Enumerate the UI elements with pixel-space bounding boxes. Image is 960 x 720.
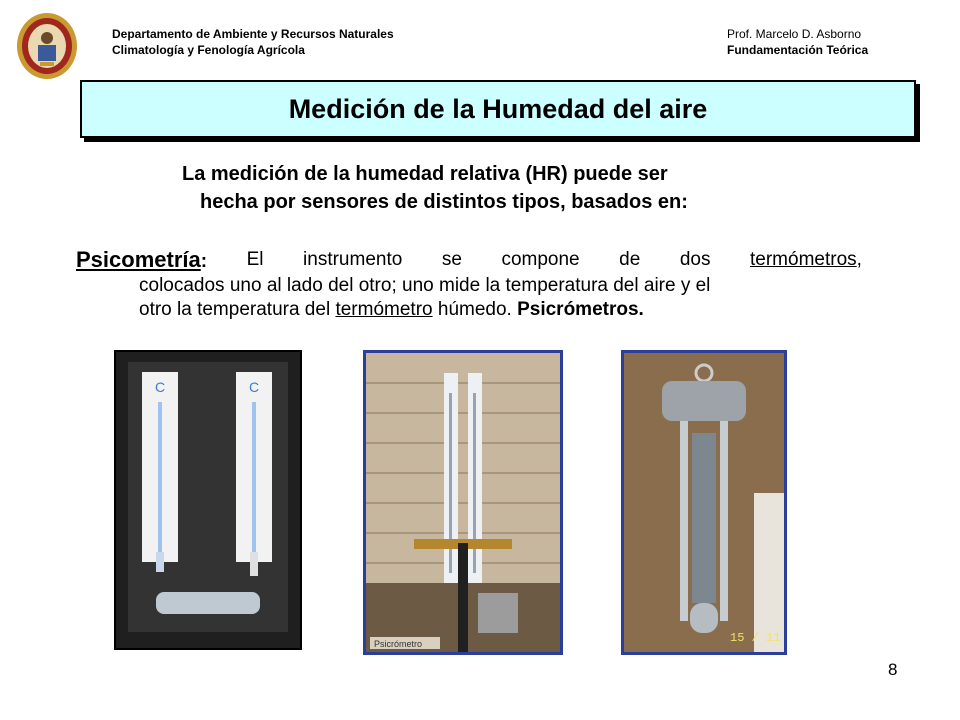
psicometria-term: Psicometría: [76, 247, 201, 272]
psychrometer-illustration-1: [116, 352, 300, 648]
psicometria-paragraph: [76, 248, 862, 322]
header-left: [112, 26, 394, 58]
psicometria-colon: :: [200, 251, 208, 272]
psychrometer-photo-2: [363, 350, 563, 655]
text: húmedo.: [432, 299, 518, 320]
psychrometer-photo-3: [621, 350, 787, 655]
text: otro la temperatura del: [139, 299, 336, 320]
psychrometer-illustration-3: [624, 353, 784, 652]
author-name: Prof. Marcelo D. Asborno: [727, 27, 862, 41]
header-right: [727, 26, 868, 58]
intro-line-1: La medición de la humedad relativa (HR) puede ser: [182, 163, 668, 185]
title-banner: [80, 80, 916, 138]
svg-text:C: C: [154, 379, 166, 395]
psicometria-line-2: colocados uno al lado del otro; uno mide la temperatura del aire y el: [139, 275, 711, 296]
word: ,: [856, 249, 862, 270]
psicometria-line-3: [76, 298, 862, 322]
word: instrumento: [303, 249, 403, 270]
psicrometro-caption: Psicrómetro: [374, 639, 423, 649]
psychrometer-illustration-2: [366, 353, 560, 652]
course-name: Climatología y Fenología Agrícola: [112, 43, 305, 57]
slide-title: Medición de la Humedad del aire: [288, 93, 708, 124]
psicrometros-term: Psicrómetros.: [517, 299, 644, 320]
intro-text: [182, 160, 882, 216]
section-name: Fundamentación Teórica: [727, 43, 869, 57]
word: El: [246, 249, 264, 270]
psychrometer-photo-1: [114, 350, 302, 650]
word: de: [619, 249, 641, 270]
page-number: 8: [888, 660, 898, 679]
word: compone: [501, 249, 580, 270]
department-name: Departamento de Ambiente y Recursos Naturales: [112, 27, 394, 41]
date-stamp-overlay: 15 / 11: [730, 631, 781, 645]
psicometria-line-1: [76, 248, 862, 274]
word: dos: [679, 249, 711, 270]
termometros-link[interactable]: termómetros: [750, 249, 857, 270]
university-seal-logo: [16, 12, 78, 80]
termometro-link[interactable]: termómetro: [335, 299, 433, 320]
svg-text:C: C: [248, 379, 260, 395]
intro-line-2: hecha por sensores de distintos tipos, basados en:: [200, 191, 688, 213]
word: se: [441, 249, 462, 270]
